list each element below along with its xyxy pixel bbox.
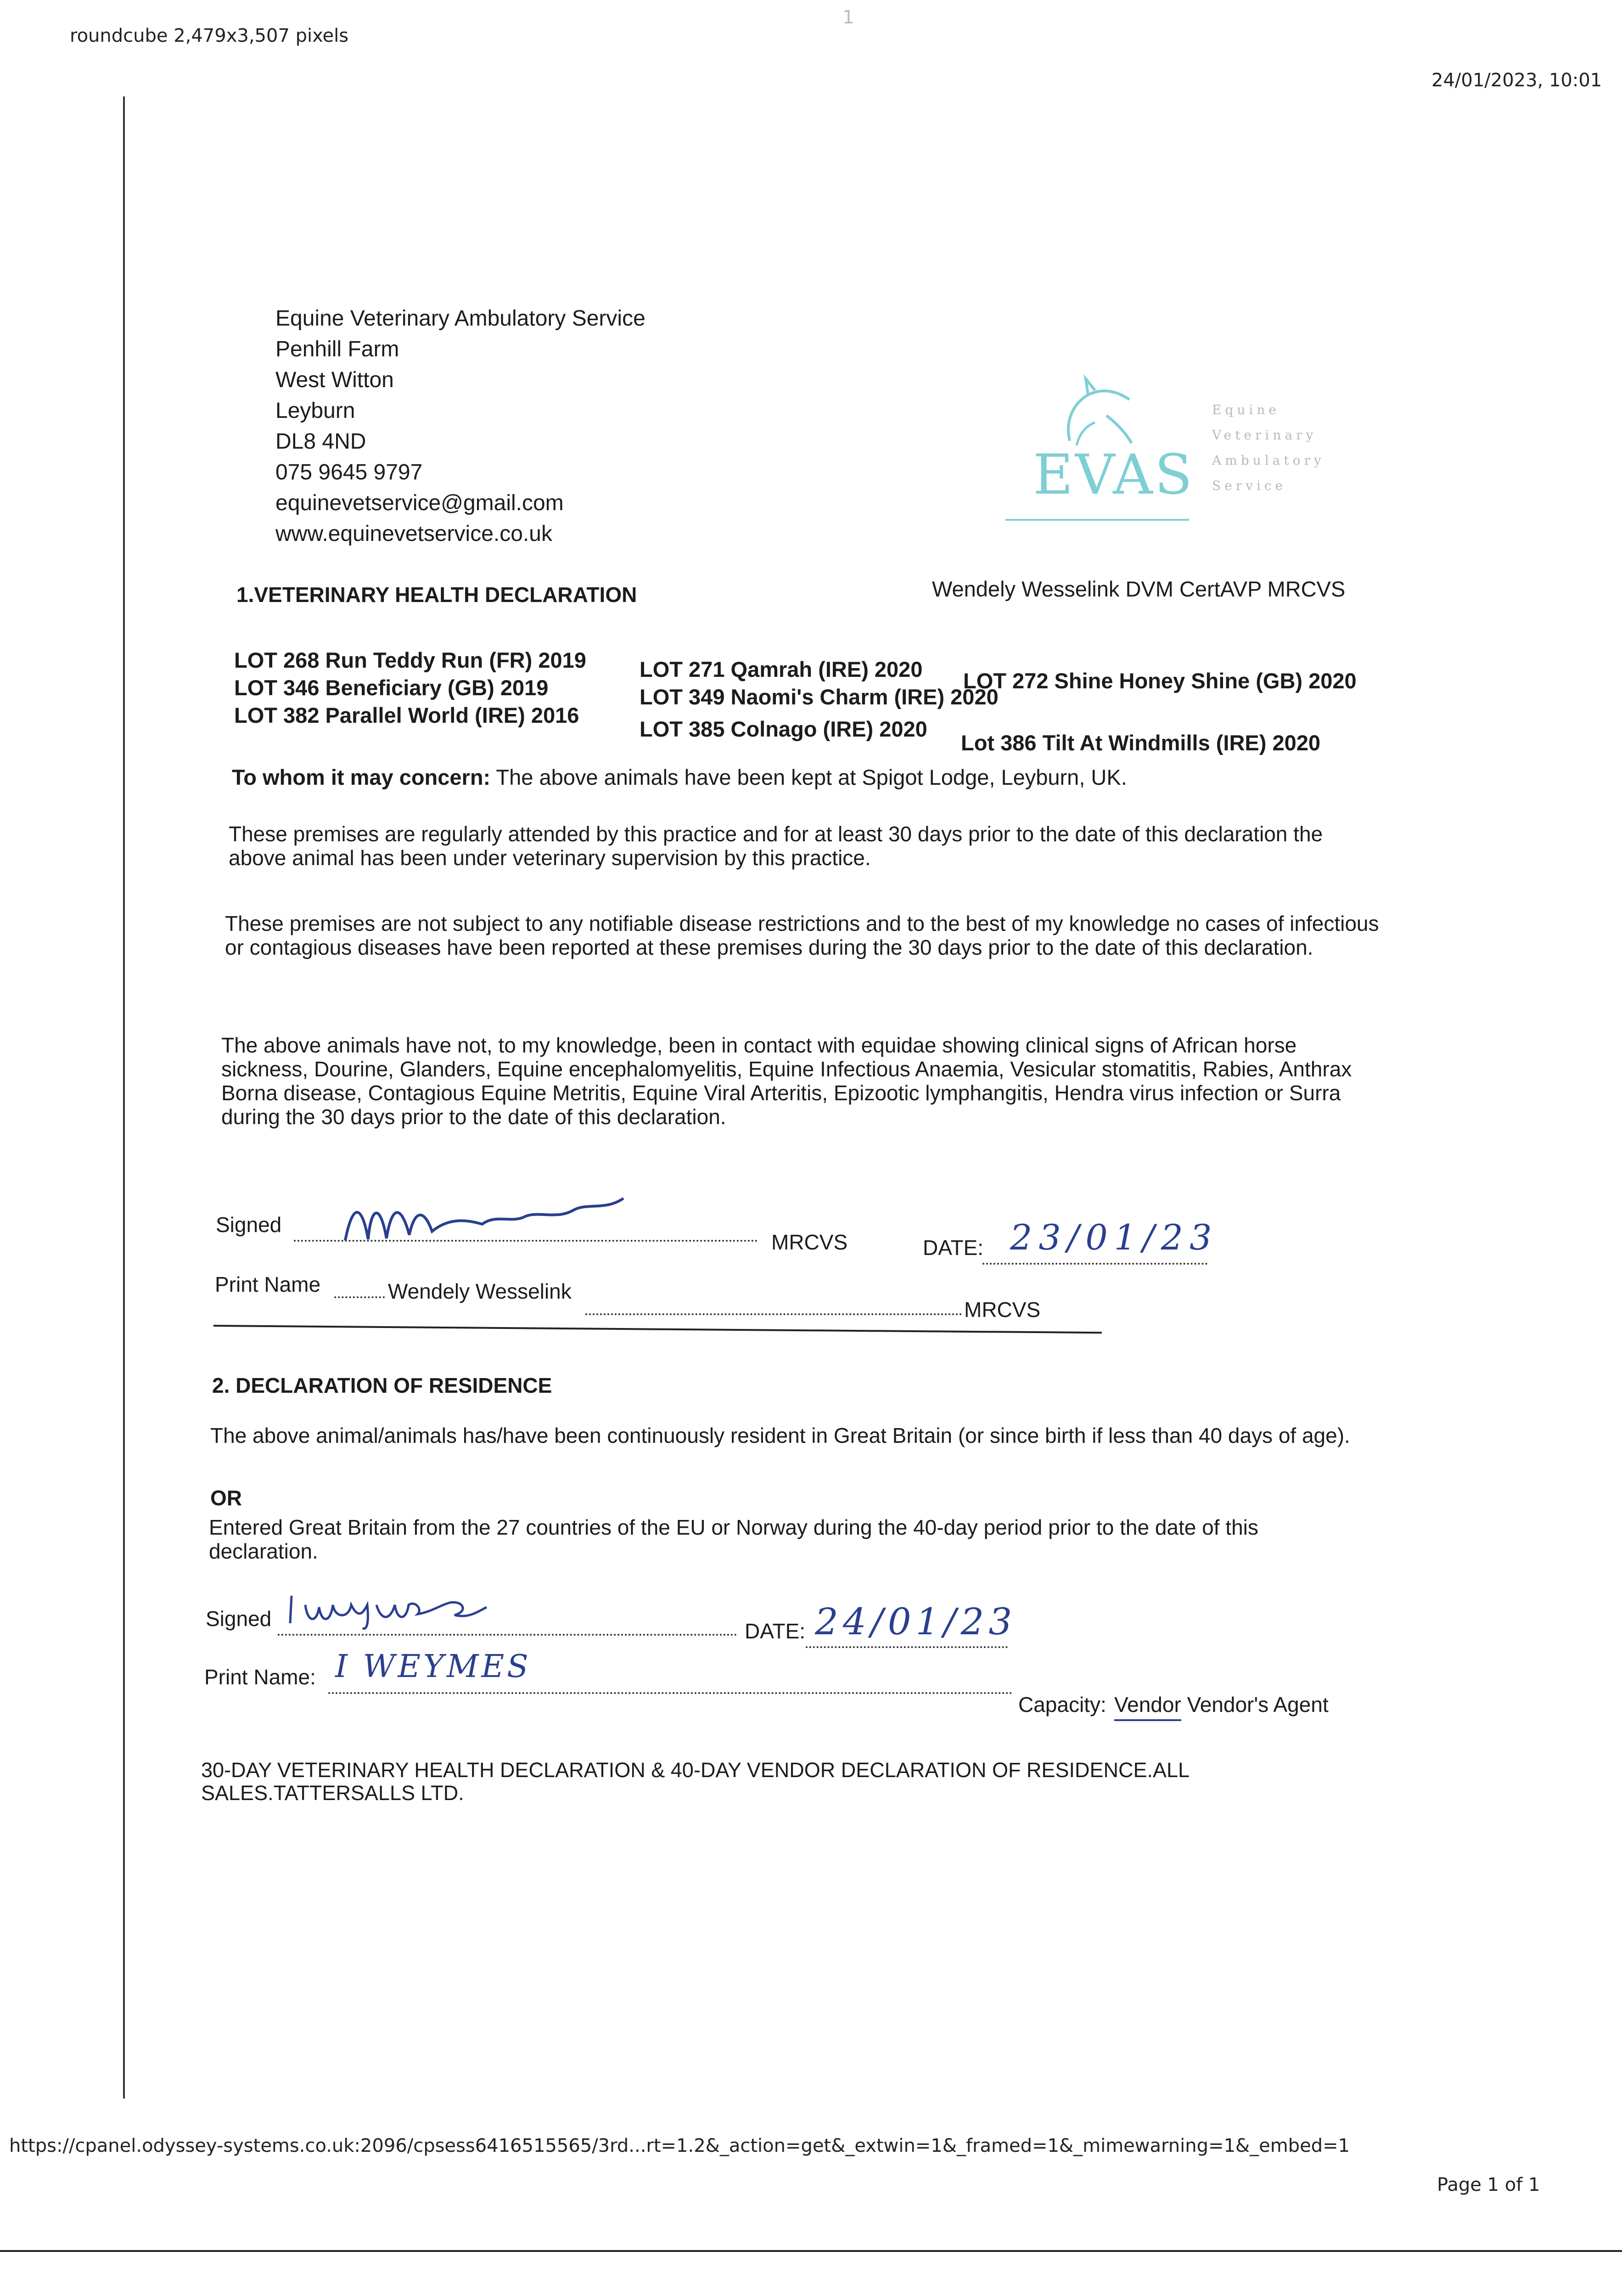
- scan-edge-line: [123, 96, 125, 2099]
- vendor-print-name-value: I WEYMES: [335, 1649, 531, 1685]
- lot-entry: LOT 271 Qamrah (IRE) 2020: [640, 657, 923, 681]
- address-line: Penhill Farm: [275, 337, 399, 361]
- vet-print-name-dots: [334, 1283, 385, 1298]
- print-page-mark: 1: [842, 7, 854, 28]
- vet-date-label: DATE:: [923, 1236, 984, 1260]
- address-line: 075 9645 9797: [275, 460, 423, 484]
- capacity-option-vendor: [1114, 1692, 1329, 1717]
- vet-print-name-value: Wendely Wesselink: [388, 1279, 572, 1303]
- capacity-vendor-agent: Vendor's Agent: [1187, 1693, 1329, 1716]
- horse-head-icon: [1051, 372, 1143, 455]
- vendor-signature: [285, 1587, 505, 1635]
- section1-para1: These premises are regularly attended by this practice and for at least 30 days prior to the date of this declaration the above animal has been under veterinary supervision by this practice.: [229, 822, 1323, 870]
- vet-date-value: 23/01/23: [1010, 1217, 1218, 1258]
- address-line: DL8 4ND: [275, 429, 366, 454]
- section1-para3: The above animals have not, to my knowledge, been in contact with equidae showing clinical signs of African horse sickness, Dourine, Glanders, Equine encephalomyelitis, Equine Infectious Anaemia, Vesicular stomatitis, Rabies, Anthrax Borna disease, Contagious Equine Metritis, Equine Viral Arteritis, Epizootic lymphangitis, Hendra virus infection or Surra during the 30 days prior to the date of this declaration.: [221, 1033, 1352, 1129]
- evas-logo: [1005, 363, 1354, 528]
- logo-side-line: Equine: [1212, 402, 1280, 417]
- address-line: equinevetservice@gmail.com: [275, 491, 564, 515]
- lot-entry: LOT 272 Shine Honey Shine (GB) 2020: [963, 669, 1357, 693]
- print-footer-url: https://cpanel.odyssey-systems.co.uk:2096/cpsess6416515565/3rd...rt=1.2&_action=get&_extwin=1&_framed=1&_mimewarning=1&_embed=1: [9, 2135, 1350, 2156]
- letterhead-address: [275, 303, 645, 549]
- lot-entry: LOT 268 Run Teddy Run (FR) 2019: [234, 648, 586, 672]
- lot-entry: Lot 386 Tilt At Windmills (IRE) 2020: [961, 731, 1321, 755]
- address-line: Equine Veterinary Ambulatory Service: [275, 306, 645, 331]
- concern-label: To whom it may concern:: [232, 765, 491, 789]
- print-datetime: 24/01/2023, 10:01: [1431, 70, 1602, 91]
- logo-side-text: [1212, 397, 1325, 498]
- section2-para1: The above animal/animals has/have been continuously resident in Great Britain (or since birth if less than 40 days of age).: [210, 1424, 1350, 1447]
- address-line: Leyburn: [275, 399, 355, 423]
- logo-acronym: EVAS: [1033, 443, 1194, 507]
- vendor-signed-label: Signed: [206, 1607, 272, 1631]
- section2-or: OR: [210, 1486, 242, 1510]
- section2-para2: Entered Great Britain from the 27 countries of the EU or Norway during the 40-day period prior to the date of this declaration.: [209, 1515, 1258, 1563]
- address-line: www.equinevetservice.co.uk: [275, 522, 552, 546]
- vendor-date-value: 24/01/23: [815, 1600, 1017, 1643]
- print-app-info: roundcube 2,479x3,507 pixels: [70, 25, 349, 46]
- scan-bottom-edge: [0, 2250, 1622, 2252]
- declaration-footer: 30-DAY VETERINARY HEALTH DECLARATION & 40-DAY VENDOR DECLARATION OF RESIDENCE.ALL SALES.TATTERSALLS LTD.: [201, 1758, 1189, 1805]
- vendor-date-label: DATE:: [745, 1619, 806, 1643]
- vet-signed-label: Signed: [216, 1213, 282, 1237]
- address-line: West Witton: [275, 368, 394, 392]
- logo-side-line: Ambulatory: [1212, 453, 1325, 468]
- lot-entry: LOT 349 Naomi's Charm (IRE) 2020: [640, 685, 999, 709]
- section1-para2: These premises are not subject to any notifiable disease restrictions and to the best of my knowledge no cases of infectious or contagious diseases have been reported at these premises during the 30 days prior to the date of this declaration.: [225, 912, 1379, 959]
- vendor-print-name-label: Print Name:: [204, 1665, 316, 1689]
- print-footer-page: Page 1 of 1: [1437, 2174, 1540, 2195]
- vet-name: Wendely Wesselink DVM CertAVP MRCVS: [932, 577, 1346, 601]
- lot-entry: LOT 385 Colnago (IRE) 2020: [640, 717, 927, 741]
- vet-print-mrcvs: MRCVS: [964, 1298, 1041, 1322]
- concern-line: [232, 765, 1127, 790]
- lot-entry: LOT 382 Parallel World (IRE) 2016: [234, 703, 579, 727]
- vet-print-name-line: [585, 1300, 962, 1315]
- section-divider: [213, 1325, 1102, 1334]
- vet-mrcvs: MRCVS: [771, 1230, 848, 1254]
- capacity-label: Capacity:: [1018, 1693, 1106, 1716]
- lot-entry: LOT 346 Beneficiary (GB) 2019: [234, 675, 549, 700]
- capacity-vendor-selected: Vendor: [1114, 1693, 1181, 1721]
- logo-side-line: Service: [1212, 478, 1287, 493]
- vet-signature: [338, 1179, 640, 1260]
- logo-underline: [1005, 519, 1189, 521]
- section1-heading: 1.VETERINARY HEALTH DECLARATION: [236, 583, 637, 607]
- handwritten-signature-icon: [338, 1179, 639, 1250]
- concern-text: The above animals have been kept at Spigot Lodge, Leyburn, UK.: [496, 765, 1127, 789]
- logo-side-line: Veterinary: [1212, 428, 1317, 443]
- vet-print-name-label: Print Name: [215, 1272, 321, 1296]
- section2-heading: 2. DECLARATION OF RESIDENCE: [212, 1373, 552, 1397]
- handwritten-signature-icon: [285, 1587, 505, 1632]
